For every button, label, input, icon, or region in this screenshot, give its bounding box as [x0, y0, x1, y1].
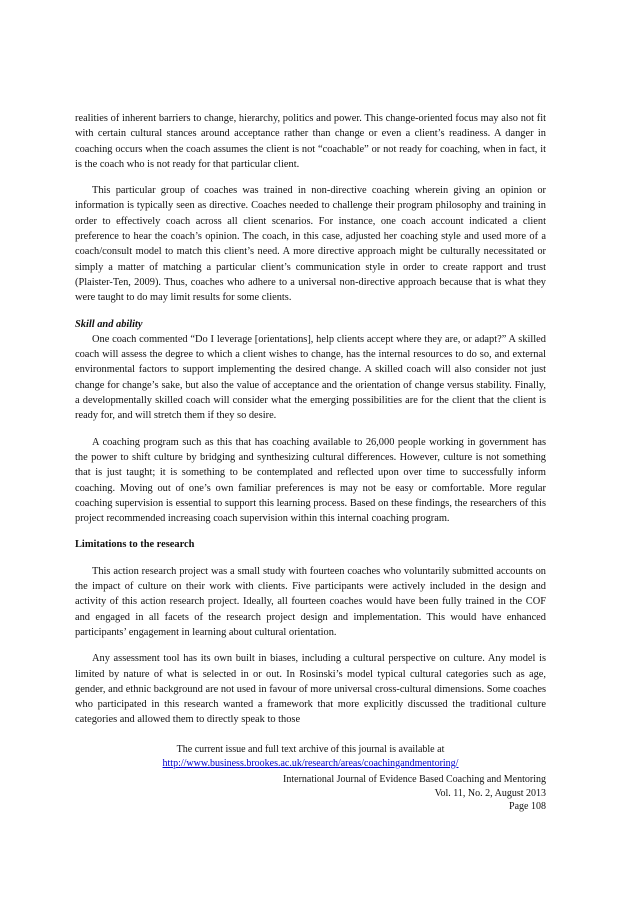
paragraph-1: realities of inherent barriers to change, hierarchy, politics and power. This change-oriented focus may also not fit with certain cultural stances around acceptance rather than change or even a client’s readiness. A danger in coaching occurs when the coach assumes the client is not “coachable” or not ready for coaching, when in fact, it is the coach who is not ready for that particular client.	[75, 113, 546, 170]
archive-link[interactable]: http://www.business.brookes.ac.uk/research/areas/coachingandmentoring/	[162, 757, 459, 769]
body-text	[75, 111, 546, 728]
section-heading-limitations: Limitations to the research	[75, 539, 195, 551]
journal-volume: Vol. 11, No. 2, August 2013	[434, 787, 546, 799]
paragraph-6: Any assessment tool has its own built in biases, including a cultural perspective on culture. Any model is limited by nature of what is selected in or out. In Rosinski’s model typical cultural categories such as age, gender, and ethnic background are not used in favour of more universal cross-cultural dimensions. Some coaches who participated in this research wanted a framework that more explicitly discussed the traditional culture categories and allowed them to directly speak to those	[75, 653, 546, 726]
paragraph-3: One coach commented “Do I leverage [orientations], help clients accept where they are, or adapt?” A skilled coach will assess the degree to which a client wishes to change, has the internal resources to do so, and external environmental factors to support implementing the desired change. A skilled coach will also consider not just change for change’s sake, but also the value of acceptance and the orientation of change versus stability. Finally, a developmentally skilled coach will consider what the emerging possibilities are for the client that the client is ready for, and will stretch them if they so desire.	[75, 333, 546, 422]
paragraph-2: This particular group of coaches was trained in non-directive coaching wherein giving an opinion or information is typically seen as directive. Coaches needed to challenge their program philosophy and training in order to effectively coach across all client scenarios. For instance, one coach account indicated a client preference to hear the coach’s opinion. The coach, in this case, adjusted her coaching style and used more of a coach/consult model to match this client’s need. A more directive approach might be culturally necessitated or simply a matter of matching a particular client’s communication style in order to create rapport and trust (Plaister-Ten, 2009). Thus, coaches who adhere to a universal non-directive approach because that is what they were taught to do may limit results for some clients.	[75, 185, 546, 304]
paragraph-5: This action research project was a small study with fourteen coaches who voluntarily submitted accounts on the impact of culture on their work with clients. Five participants were actively included in the design and activity of this action research project. Ideally, all fourteen coaches would have been fully trained in the COF and engaged in all facets of the research project design and implementation. This would have enhanced participants’ engagement in learning about cultural orientation.	[75, 565, 546, 638]
journal-citation	[75, 773, 546, 814]
archive-footer	[75, 743, 546, 770]
page-number: Page 108	[509, 801, 546, 812]
section-heading-skill-ability: Skill and ability	[75, 318, 143, 330]
paragraph-4: A coaching program such as this that has coaching available to 26,000 people working in government has the power to shift culture by bridging and synthesizing cultural differences. However, culture is not something that is just taught; it is something to be contemplated and reflected upon over time to successfully inform coaching. Moving out of one’s own familiar preferences is may not be easy or comfortable. More regular coaching supervision is essential to support this learning process. Based on these findings, the researchers of this project recommended increasing coach supervision within this internal coaching program.	[75, 436, 546, 525]
journal-name: International Journal of Evidence Based Coaching and Mentoring	[283, 774, 546, 785]
archive-note: The current issue and full text archive of this journal is available at	[176, 744, 445, 755]
